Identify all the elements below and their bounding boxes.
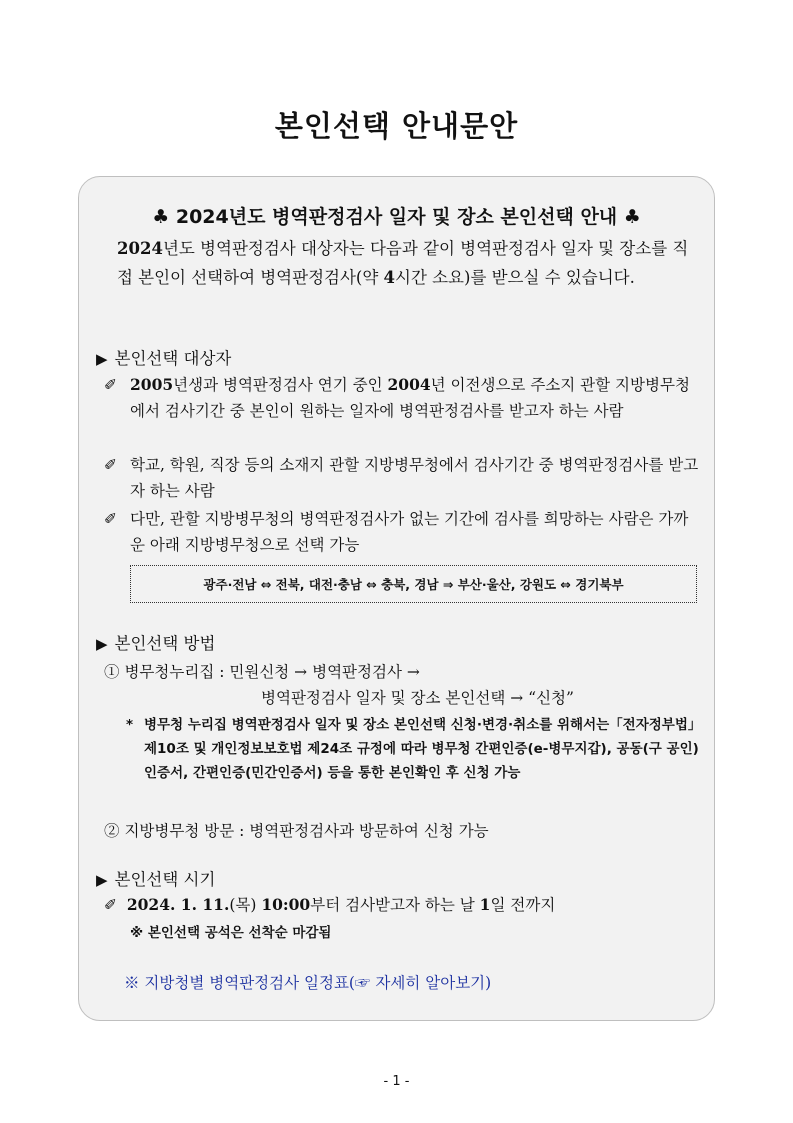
eligibility-item-2 [104, 452, 699, 504]
intro-paragraph [117, 234, 702, 292]
auth-note [126, 713, 704, 785]
section-eligibility-label: 본인선택 대상자 [114, 349, 232, 368]
year-2004: 2004 [387, 375, 431, 394]
item1-text-a: 년생과 병역판정검사 연기 중인 [173, 376, 388, 394]
eligibility-item-1 [104, 372, 699, 424]
page-title: 본인선택 안내문안 [274, 109, 519, 143]
pencil-icon: ✐ [104, 456, 117, 474]
method-1 [104, 660, 420, 682]
item1-text-b: 년 이전생으로 주소지 관할 지방병무청에서 검사기간 중 본인이 원하는 일자에 병역판정검사를 받고자 하는 사람 [130, 376, 690, 420]
triangle-bullet-icon: ▶ [96, 350, 108, 368]
method-1-text: 병무청누리집 : 민원신청 → 병역판정검사 → [124, 663, 420, 681]
period-line [104, 893, 555, 915]
section-period-title [96, 866, 215, 890]
section-method-label: 본인선택 방법 [114, 634, 216, 653]
section-eligibility-title [96, 345, 231, 369]
period-time: 10:00 [261, 895, 311, 914]
item2-text: 학교, 학원, 직장 등의 소재지 관할 지방병무청에서 검사기간 중 병역판정검사를 받고자 하는 사람 [130, 456, 699, 500]
intro-year: 2024 [117, 239, 163, 258]
method-1-continued: 병역판정검사 일자 및 장소 본인선택 → “신청” [261, 689, 574, 707]
triangle-bullet-icon: ▶ [96, 871, 108, 889]
first-come-note: ※ 본인선택 공석은 선착순 마감됨 [130, 925, 332, 941]
intro-hours: 4 [383, 268, 395, 287]
pencil-icon: ✐ [104, 896, 117, 914]
pencil-icon: ✐ [104, 510, 117, 528]
intro-text-1: 년도 병역판정검사 대상자는 다음과 같이 병역판정검사 일자 및 장소를 직접 본인이 선택하여 병역판정검사(약 [117, 239, 689, 287]
section-period-label: 본인선택 시기 [114, 870, 216, 889]
item3-text: 다만, 관할 지방병무청의 병역판정검사가 없는 기간에 검사를 희망하는 사람은 가까운 아래 지방병무청으로 선택 가능 [130, 510, 689, 554]
asterisk-icon: * [126, 717, 134, 733]
schedule-link[interactable]: ※ 지방청별 병역판정검사 일정표(☞ 자세히 알아보기) [124, 974, 492, 992]
pencil-icon: ✐ [104, 376, 117, 394]
regions-box: 광주·전남 ⇔ 전북, 대전·충남 ⇔ 충북, 경남 ⇒ 부산·울산, 강원도 ⇔ 경기북부 [130, 565, 697, 603]
period-text-2: 일 전까지 [490, 896, 556, 914]
intro-text-2: 시간 소요)를 받으실 수 있습니다. [395, 268, 635, 287]
page-number: - 1 - [383, 1074, 410, 1089]
section-method-title [96, 630, 215, 654]
circled-number-1: ① [104, 663, 120, 681]
method-2 [104, 819, 489, 841]
period-one: 1 [479, 895, 491, 914]
period-text-1: 부터 검사받고자 하는 날 [310, 896, 480, 914]
auth-note-text: 병무청 누리집 병역판정검사 일자 및 장소 본인선택 신청·변경·취소를 위해서는「전자정부법」제10조 및 개인정보보호법 제24조 규정에 따라 병무청 간편인증(e-병무지갑), 공동(구 공인)인증서, 간편인증(민간인증서) 등을 통한 본인확인 후 신청 가능 [144, 717, 702, 781]
eligibility-item-3 [104, 506, 699, 558]
method-2-text: 지방병무청 방문 : 병역판정검사과 방문하여 신청 가능 [124, 822, 489, 840]
circled-number-2: ② [104, 822, 120, 840]
period-day: (목) [229, 896, 262, 914]
notice-heading: ♣ 2024년도 병역판정검사 일자 및 장소 본인선택 안내 ♣ [152, 206, 641, 228]
triangle-bullet-icon: ▶ [96, 635, 108, 653]
period-date: 2024. 1. 11. [126, 895, 230, 914]
year-2005: 2005 [130, 375, 174, 394]
